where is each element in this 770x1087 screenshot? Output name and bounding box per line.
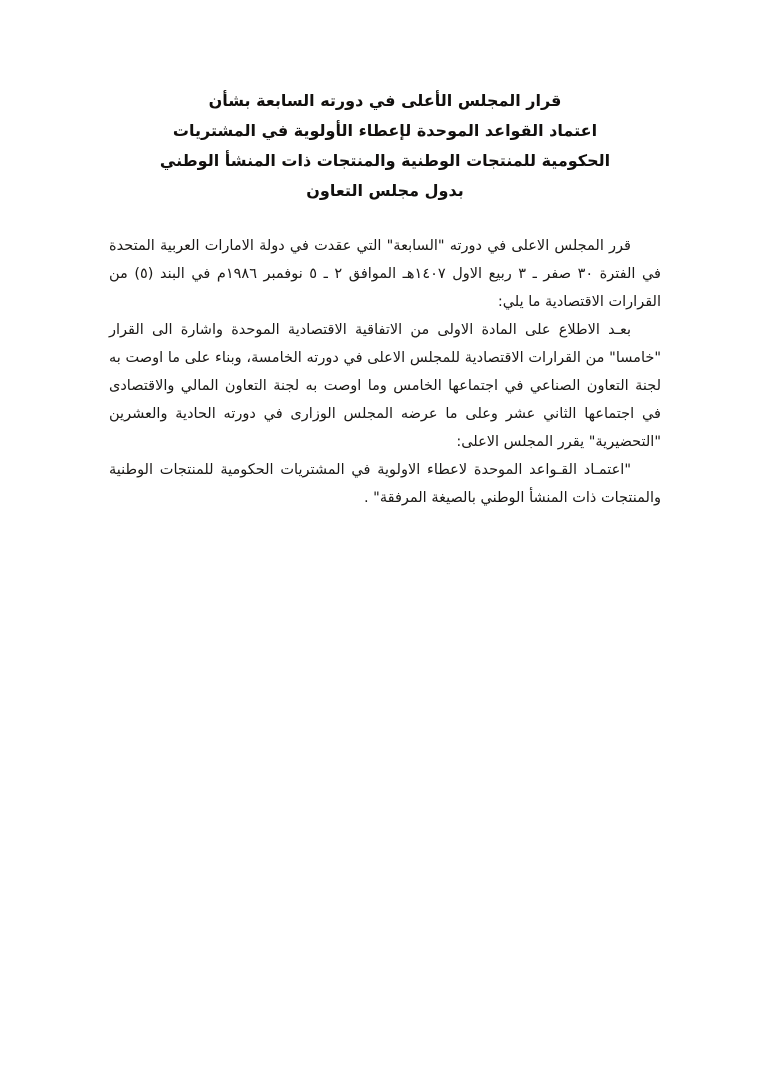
title-line-3: الحكومية للمنتجات الوطنية والمنتجات ذات المنشأ الوطني bbox=[159, 151, 611, 170]
title-line-4: بدول مجلس التعاون bbox=[306, 181, 464, 200]
paragraph-resolution: "اعتمـاد القـواعد الموحدة لاعطاء الاولوية في المشتريات الحكومية للمنتجات الوطنية والمنتجات ذات المنشأ الوطني بالصيغة المرفقة" . bbox=[109, 462, 661, 506]
document-title bbox=[0, 0, 770, 206]
paragraph-decision-intro: قرر المجلس الاعلى في دورته "السابعة" التي عقدت في دولة الامارات العربية المتحدة في الفترة ٣٠ صفر ـ ٣ ربيع الاول ١٤٠٧هـ الموافق ٢ ـ ٥ نوفمبر ١٩٨٦م في البند (٥) من القرارات الاقتصادية ما يلي: bbox=[109, 238, 661, 310]
document-body bbox=[109, 232, 661, 512]
paragraph-preamble: بعـد الاطلاع على المادة الاولى من الاتفاقية الاقتصادية الموحدة واشارة الى القرار "خامسا" من القرارات الاقتصادية للمجلس الاعلى في دورته الخامسة، وبناء على ما اوصت به لجنة التعاون الصناعي في اجتماعها الخامس وما اوصت به لجنة التعاون المالي والاقتصادى في اجتماعها الثاني عشر وعلى ما عرضه المجلس الوزارى في دورته الحادية والعشرين "التحضيرية" يقرر المجلس الاعلى: bbox=[109, 322, 661, 450]
title-line-1: قرار المجلس الأعلى في دورته السابعة بشأن bbox=[208, 91, 562, 110]
title-line-2: اعتماد القواعد الموحدة لإعطاء الأولوية في المشتريات bbox=[172, 121, 598, 140]
